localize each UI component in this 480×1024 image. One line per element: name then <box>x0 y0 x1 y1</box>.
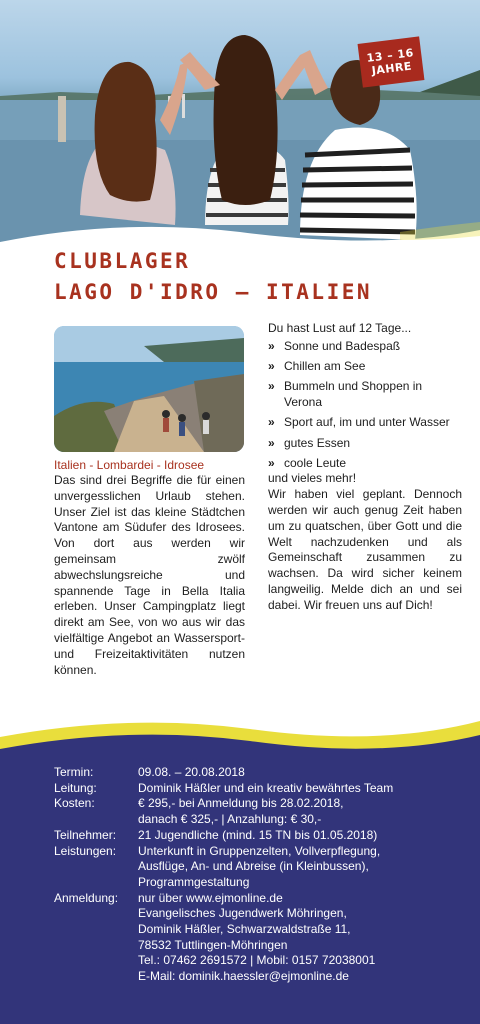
list-item: » Sport auf, im und unter Wasser <box>268 415 450 430</box>
row-kosten: Kosten: € 295,- bei Anmeldung bis 28.02.2018, <box>54 796 344 811</box>
lake-photo-illustration <box>54 326 244 452</box>
lake-photo <box>54 326 244 452</box>
bullet-icon: » <box>268 415 275 430</box>
hero-photo <box>0 0 480 260</box>
list-item: » Chillen am See <box>268 359 366 374</box>
list-item: » gutes Essen <box>268 435 351 450</box>
age-badge <box>358 36 425 87</box>
highlights-column <box>268 321 462 614</box>
bullet-icon: » <box>268 379 275 394</box>
row-leitung: Leitung: Dominik Häßler und ein kreativ bewährtes Team <box>54 780 394 795</box>
row-anmeldung: Anmeldung: nur über www.ejmonline.de <box>54 890 283 905</box>
age-unit: JAHRE <box>370 59 413 78</box>
row-teilnehmer: Teilnehmer: 21 Jugendliche (mind. 15 TN bis 01.05.2018) <box>54 827 378 842</box>
row-termin: Termin: 09.08. – 20.08.2018 <box>54 765 245 779</box>
list-item: » Bummeln und Shoppen in Verona <box>268 379 423 410</box>
row-leistungen-3: Programmgestaltung <box>138 874 250 889</box>
intro-text: Das sind drei Begriffe die für einen unvergesslichen Urlaub stehen. Unser Ziel ist das kleine Städtchen Vantone am Südufer des Idrosees. Von dort aus werden wir gemeinsam zwölf abwechslungsreiche und spannende Tage in Bella Italia erleben. Unser Campingplatz liegt direkt am See, von wo aus wir das vielfältige Angebot an Wassersport- und Freizeitaktivitäten nutzen können. <box>54 473 245 677</box>
bullet-icon: » <box>268 456 275 471</box>
event-details <box>54 765 474 985</box>
row-anmeldung-5: Tel.: 07462 2691572 | Mobil: 0157 72038001 <box>138 953 376 968</box>
bullet-icon: » <box>268 435 275 450</box>
highlights-list <box>268 339 462 472</box>
page-title <box>54 246 372 308</box>
row-anmeldung-4: 78532 Tuttlingen-Möhringen <box>138 937 288 952</box>
row-anmeldung-6: E-Mail: dominik.haessler@ejmonline.de <box>138 969 349 984</box>
row-kosten-2: danach € 325,- | Anzahlung: € 30,- <box>138 812 322 827</box>
row-leistungen: Leistungen: Unterkunft in Gruppenzelten, Vollverpflegung, <box>54 843 381 858</box>
title-line-2: LAGO D'IDRO – ITALIEN <box>54 280 373 304</box>
list-item: » coole Leute <box>268 456 347 471</box>
age-range: 13 – 16 <box>365 46 415 65</box>
row-anmeldung-3: Dominik Häßler, Schwarzwaldstraße 11, <box>138 922 351 937</box>
title-line-1: CLUBLAGER <box>54 249 191 273</box>
bullet-icon: » <box>268 359 275 374</box>
row-anmeldung-2: Evangelisches Jugendwerk Möhringen, <box>138 906 347 921</box>
list-item: » Sonne und Badespaß <box>268 338 401 353</box>
bullet-icon: » <box>268 338 275 353</box>
row-leistungen-2: Ausflüge, An- und Abreise (in Kleinbussen), <box>138 859 369 874</box>
highlights-heading: Du hast Lust auf 12 Tage... <box>268 321 412 335</box>
plan-text: Wir haben viel geplant. Dennoch werden wir auch genug Zeit haben um zu quatschen, über Gott und die Welt nachzudenken und als Gemeinschaft zusammen zu wachsen. Da wird sicher keinem langweilig. Melde dich an und sei dabei. Wir freuen uns auf Dich! <box>268 487 462 612</box>
location-caption: Italien - Lombardei - Idrosee <box>54 458 205 472</box>
more-text: und vieles mehr! <box>268 471 357 486</box>
